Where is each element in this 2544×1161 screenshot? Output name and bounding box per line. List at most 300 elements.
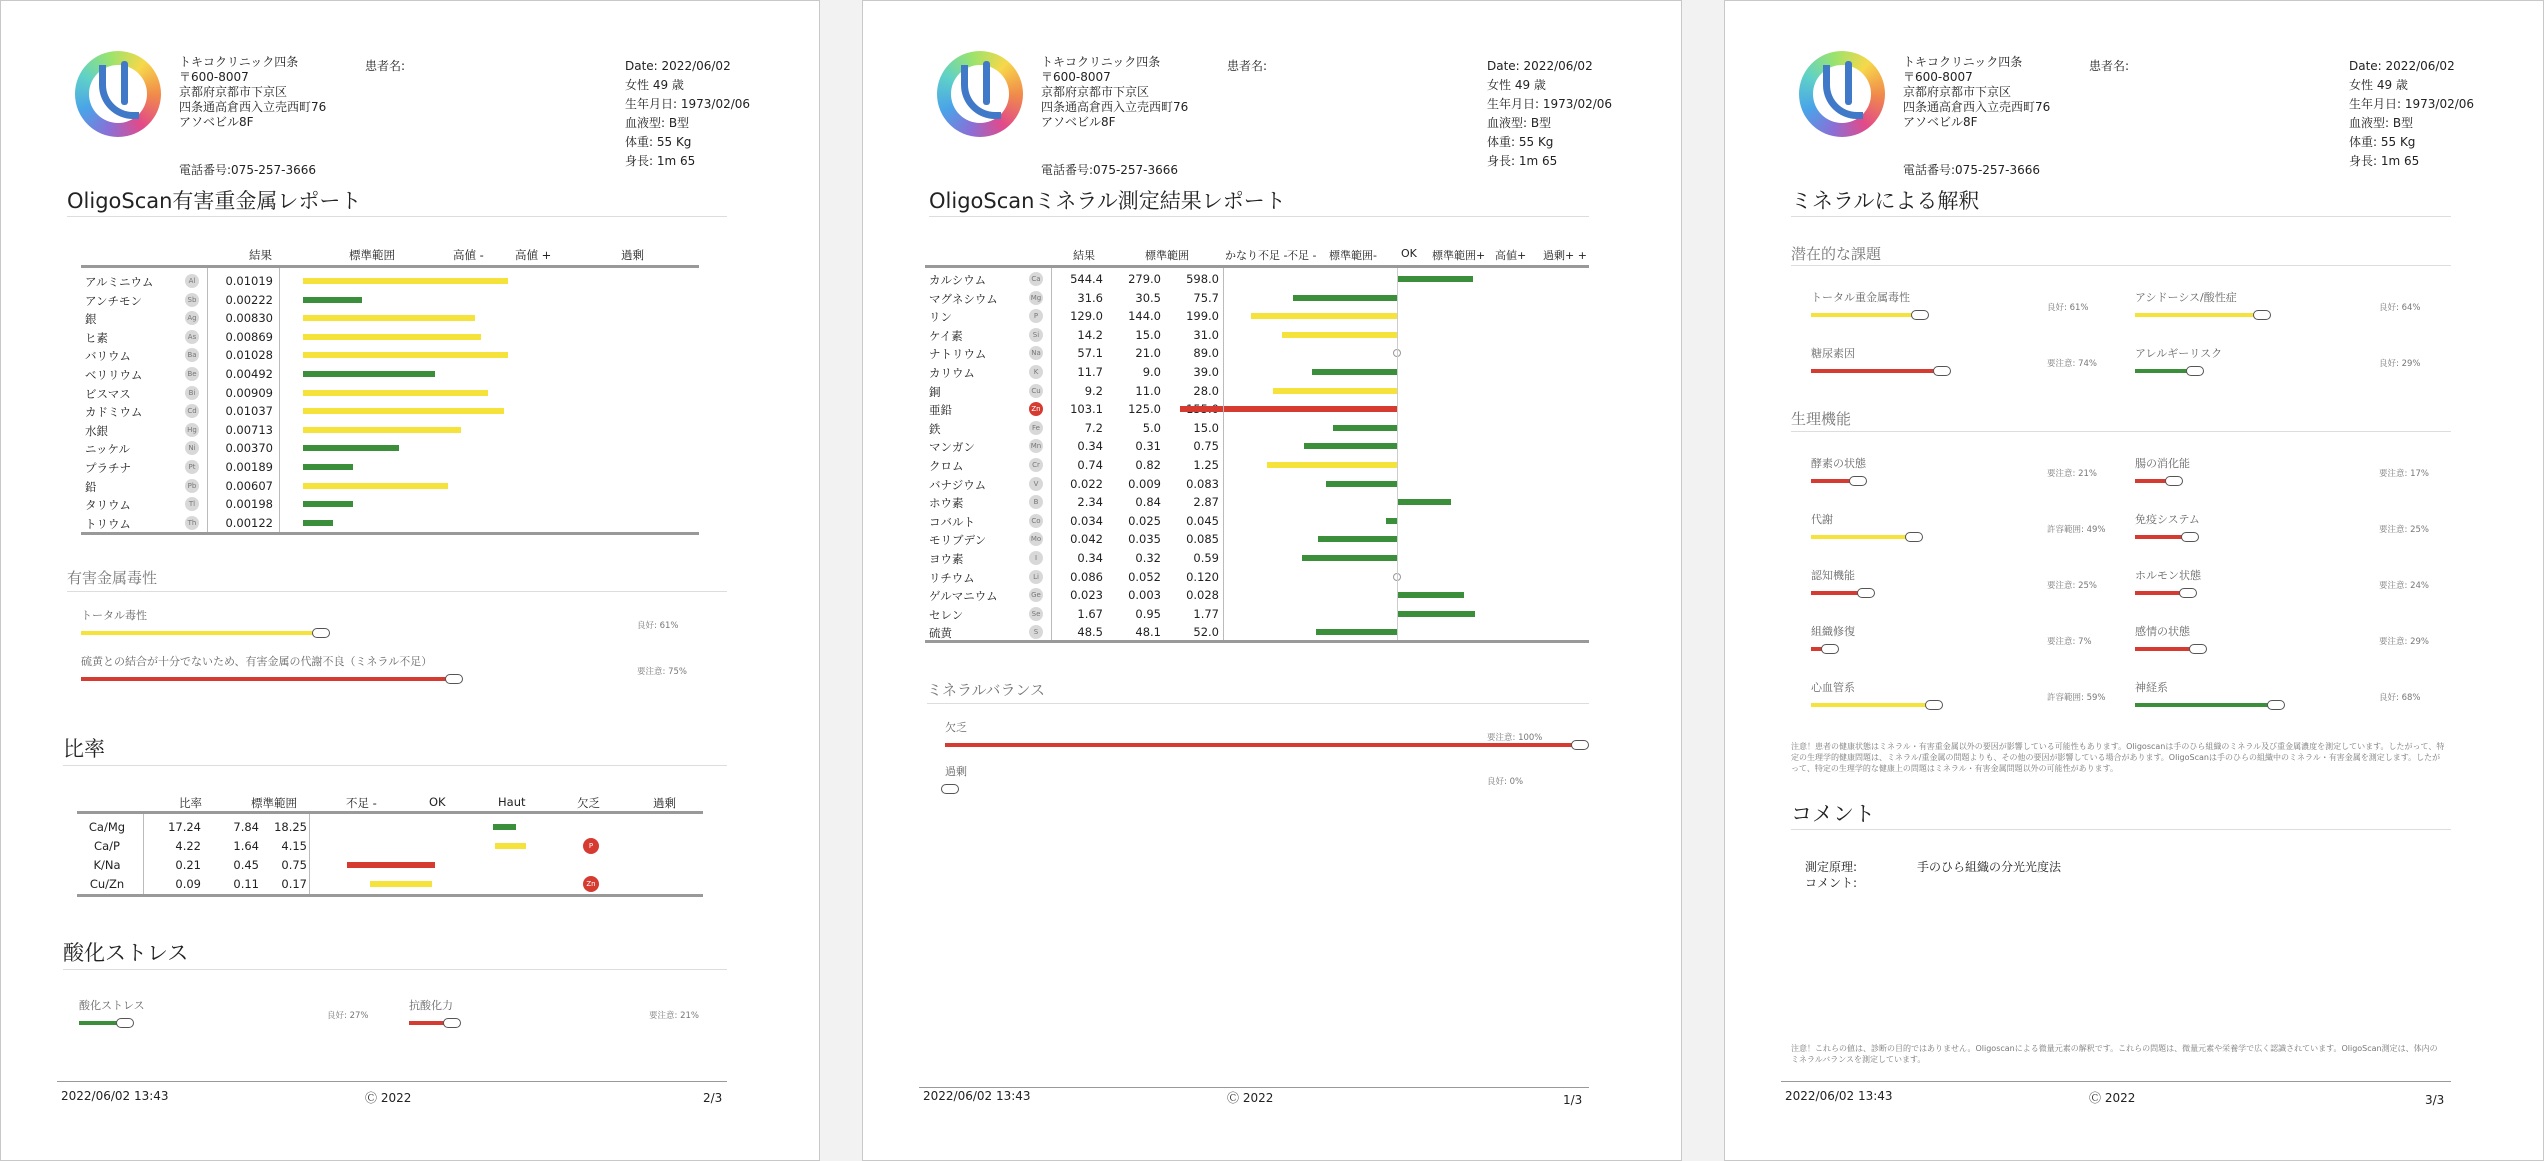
slider-percent: 良好: 61% [2047, 303, 2089, 313]
metal-value: 0.00713 [225, 422, 273, 437]
element-symbol-icon: K [1029, 365, 1043, 379]
element-symbol-icon: Ge [1029, 588, 1043, 602]
slider-knob [312, 628, 330, 638]
mineral-bar [1302, 555, 1397, 561]
element-symbol-icon: Cu [1029, 384, 1043, 398]
ratio-range-high: 4.15 [281, 839, 307, 853]
slider-knob [1571, 740, 1589, 750]
mineral-row [925, 419, 1589, 437]
slider-label: 腸の消化能 [2135, 457, 2190, 470]
mineral-name: セレン [929, 607, 964, 622]
slider-percent: 要注意: 17% [2379, 469, 2429, 479]
mineral-row [925, 605, 1589, 623]
element-symbol-icon: Si [1029, 328, 1043, 342]
ratio-row [77, 856, 703, 874]
mineral-row [925, 437, 1589, 455]
page-title: OligoScan有害重金属レポート [67, 189, 362, 213]
patient-sex-age: 女性 49 歳 [1487, 78, 1546, 92]
mineral-value: 1.67 [1077, 606, 1103, 621]
comment-title: コメント [1791, 802, 1875, 826]
page-title: ミネラルによる解釈 [1791, 189, 1980, 213]
slider-label: 抗酸化力 [409, 999, 453, 1012]
mineral-col-header: かなり不足 - [1225, 249, 1288, 262]
mineral-bar [1282, 332, 1397, 338]
slider-label: アシドーシス/酸性症 [2135, 291, 2237, 304]
mineral-name: リン [929, 310, 952, 325]
mineral-row [925, 400, 1589, 418]
mineral-range-high: 0.085 [1186, 532, 1219, 547]
slider-bar [945, 743, 1575, 747]
element-symbol-icon: S [1029, 625, 1043, 639]
mineral-value: 57.1 [1077, 346, 1103, 361]
mineral-bar [1312, 369, 1397, 375]
clinic-tel: 電話番号:075-257-3666 [1041, 163, 1179, 177]
clinic-address-line1: 京都府京都市下京区 [179, 85, 288, 99]
clinic-name: トキコクリニック四条 [1903, 55, 2023, 69]
mineral-range-low: 5.0 [1142, 420, 1161, 435]
metal-value: 0.00222 [225, 292, 273, 307]
slider-knob [941, 784, 959, 794]
metal-row [81, 309, 699, 327]
metal-value: 0.00198 [225, 497, 273, 512]
ratio-bar [347, 862, 435, 868]
mineral-range-low: 0.32 [1135, 551, 1161, 565]
slider-label: 代謝 [1811, 513, 1833, 526]
ratio-value: 0.09 [175, 877, 201, 891]
mineral-value: 103.1 [1070, 402, 1103, 417]
mineral-col-header: 結果 [1073, 249, 1095, 262]
mineral-name: ヨウ素 [929, 552, 964, 566]
mineral-row [925, 326, 1589, 344]
mineral-name: マグネシウム [929, 291, 998, 306]
mineral-col-header: 過剰+ + [1543, 249, 1587, 262]
metal-value: 0.01028 [225, 348, 273, 363]
slider-bar [1811, 369, 1937, 373]
mineral-value: 129.0 [1070, 309, 1103, 324]
mineral-range-high: 0.083 [1186, 476, 1219, 491]
mineral-name: ケイ素 [929, 328, 963, 343]
clinic-address-line2: 四条通高倉西入立売西町76 [1903, 100, 2051, 114]
mineral-range-high: 1.77 [1193, 606, 1219, 621]
mineral-range-low: 30.5 [1135, 290, 1161, 305]
clinic-building: アソベビル8F [1903, 115, 1978, 129]
mineral-row [925, 270, 1589, 288]
patient-name-label: 患者名: [1227, 59, 1268, 73]
slider-knob [445, 674, 463, 684]
comment-label: コメント: [1805, 876, 1858, 890]
mineral-row [925, 493, 1589, 511]
slider-percent: 良好: 68% [2379, 693, 2421, 703]
element-symbol-icon: Ca [1029, 272, 1043, 286]
element-symbol-icon: Se [1029, 607, 1043, 621]
metal-name: タリウム [85, 498, 131, 513]
slider-knob [1849, 476, 1867, 486]
ratio-col-header: 過剰 [653, 796, 676, 810]
clinic-postal: 〒600-8007 [179, 70, 249, 84]
mineral-range-low: 0.025 [1128, 513, 1161, 528]
mineral-range-low: 0.035 [1128, 532, 1161, 547]
element-symbol-icon: Fe [1029, 421, 1043, 435]
slider-percent: 要注意: 74% [2047, 359, 2097, 369]
mineral-col-header: 高値+ [1495, 249, 1527, 262]
mineral-row [925, 344, 1589, 362]
mineral-range-high: 89.0 [1193, 346, 1219, 361]
mineral-range-low: 144.0 [1128, 309, 1161, 324]
slider-bar [81, 677, 449, 681]
mineral-value: 48.5 [1077, 625, 1103, 640]
metal-row [81, 365, 699, 383]
metal-row [81, 421, 699, 439]
mineral-name: モリブデン [929, 533, 987, 548]
patient-info [1487, 57, 1612, 171]
slider-knob [2181, 532, 2199, 542]
deficiency-marker-icon: P [583, 838, 599, 854]
slider-bar [2135, 479, 2169, 483]
element-symbol-icon: Co [1029, 514, 1043, 528]
column-divider [309, 814, 310, 894]
slider-percent: 良好: 27% [327, 1011, 369, 1021]
slider-label: 組織修復 [1811, 625, 1855, 638]
mineral-range-high: 0.75 [1193, 439, 1219, 454]
slider-percent: 要注意: 25% [2047, 581, 2097, 591]
mineral-name: カリウム [929, 366, 975, 380]
metal-name: カドミウム [85, 405, 143, 420]
patient-height: 身長: 1m 65 [2349, 154, 2420, 168]
mineral-range-low: 9.0 [1142, 365, 1161, 379]
clinic-postal: 〒600-8007 [1041, 70, 1111, 84]
element-symbol-icon: As [185, 330, 199, 344]
element-symbol-icon: Al [185, 274, 199, 288]
patient-sex-age: 女性 49 歳 [2349, 78, 2408, 92]
metal-value: 0.00189 [225, 460, 273, 474]
slider-label: トータル毒性 [81, 609, 147, 622]
latent-issues-title: 潜在的な課題 [1791, 245, 1882, 263]
patient-height: 身長: 1m 65 [625, 154, 696, 168]
ratio-col-header: 欠乏 [577, 796, 600, 810]
metal-bar [303, 464, 353, 470]
mineral-value: 14.2 [1077, 327, 1103, 342]
metal-value: 0.00607 [225, 478, 273, 493]
slider-percent: 要注意: 21% [2047, 469, 2097, 479]
mineral-bar [1397, 276, 1473, 282]
col-header-excess: 過剰 [621, 248, 644, 262]
slider-bar [2135, 369, 2190, 373]
metal-bar [303, 445, 399, 451]
ratio-row [77, 818, 703, 836]
patient-weight: 体重: 55 Kg [2349, 135, 2416, 149]
metal-value: 0.00830 [225, 311, 273, 326]
element-symbol-icon: Na [1029, 346, 1043, 360]
element-symbol-icon: Ag [185, 311, 199, 325]
slider-bar [1811, 591, 1861, 595]
mineral-value: 0.022 [1070, 476, 1103, 491]
mineral-row [925, 456, 1589, 474]
column-divider [143, 814, 144, 894]
metal-row [81, 514, 699, 532]
slider-percent: 良好: 29% [2379, 359, 2421, 369]
metal-bar [303, 390, 488, 396]
ratio-name: Ca/Mg [88, 820, 126, 834]
slider-bar [2135, 591, 2183, 595]
footer-page-number: 3/3 [2425, 1093, 2445, 1107]
oxidative-section-title: 酸化ストレス [63, 941, 189, 965]
mineral-bar [1316, 629, 1397, 635]
mineral-value: 0.086 [1070, 569, 1103, 584]
mineral-bar [1318, 536, 1397, 542]
metal-name: 鉛 [85, 479, 97, 494]
column-divider [279, 268, 280, 532]
col-header-high-plus: 高値 + [515, 248, 552, 262]
bottom-disclaimer: 注意！これらの値は、診断の目的ではありません。Oligoscanによる微量元素の解釈です。これらの問題は、微量元素や栄養学で広く認識されています。OligoScan測定は、体内のミネラルバランスを測定しています。 [1791, 1044, 2438, 1064]
footer-copyright: Ⓒ 2022 [365, 1091, 412, 1105]
clinic-logo-icon [75, 51, 161, 137]
column-divider [207, 268, 208, 532]
mineral-col-header: OK [1401, 247, 1417, 260]
slider-bar [81, 631, 316, 635]
mineral-table [925, 265, 1589, 643]
slider-bar [2135, 313, 2257, 317]
metal-name: 水銀 [85, 423, 108, 438]
metal-name: アルミニウム [85, 275, 154, 289]
mineral-range-high: 0.59 [1193, 551, 1219, 565]
ratio-value: 0.21 [175, 858, 201, 872]
element-symbol-icon: Li [1029, 570, 1043, 584]
ratio-section-title: 比率 [63, 737, 105, 761]
disclaimer-note: 注意！患者の健康状態はミネラル・有害重金属以外の要因が影響している可能性もあります。Oligoscanは手のひら組織のミネラル及び重金属濃度を測定しています。したがって、特定の生理学的健康問題は、ミネラル/重金属の問題よりも、その他の要因が影響している場合があります。OligoScanは手のひらの組織中のミネラル・有害金属を測定します。したがって、特定の生理学的な健康上の問題はミネラル・有害金属問題以外の可能性があります。 [1791, 742, 2445, 773]
metal-bar [303, 315, 475, 321]
mineral-value: 544.4 [1070, 272, 1103, 286]
slider-label: 過剰 [945, 765, 967, 778]
mineral-row [925, 363, 1589, 381]
mineral-name: カルシウム [929, 273, 987, 287]
mineral-row [925, 623, 1589, 641]
mineral-row [925, 475, 1589, 493]
method-value: 手のひら組織の分光光度法 [1917, 860, 2062, 874]
metal-row [81, 291, 699, 309]
mineral-value: 9.2 [1084, 383, 1103, 398]
slider-label: 認知機能 [1811, 569, 1855, 582]
slider-label: 欠乏 [945, 721, 967, 734]
mineral-range-high: 39.0 [1193, 365, 1219, 379]
mineral-bar [1267, 462, 1397, 468]
ratio-range-high: 18.25 [274, 820, 307, 834]
mineral-bar [1326, 481, 1397, 487]
patient-info [625, 57, 750, 171]
clinic-tel: 電話番号:075-257-3666 [1903, 163, 2041, 177]
mineral-range-high: 2.87 [1193, 495, 1219, 510]
report-date: Date: 2022/06/02 [1487, 59, 1593, 73]
mineral-range-low: 48.1 [1135, 625, 1161, 640]
patient-weight: 体重: 55 Kg [625, 135, 692, 149]
ratio-value: 4.22 [175, 839, 201, 853]
patient-height: 身長: 1m 65 [1487, 154, 1558, 168]
slider-bar [409, 1021, 447, 1025]
patient-blood-type: 血液型: B型 [1487, 116, 1552, 130]
ratio-name: Ca/P [94, 839, 120, 853]
physiology-title: 生理機能 [1791, 410, 1852, 428]
metal-value: 0.01037 [225, 404, 273, 419]
mineral-name: ナトリウム [929, 347, 987, 362]
ratio-bar [495, 843, 526, 849]
mineral-range-low: 11.0 [1135, 383, 1161, 398]
slider-label: 硫黄との結合が十分でないため、有害金属の代謝不良（ミネラル不足） [81, 655, 433, 668]
ratio-range-low: 0.45 [233, 858, 259, 872]
metal-value: 0.00122 [225, 515, 273, 530]
metal-row [81, 384, 699, 402]
slider-label: 感情の状態 [2135, 625, 2190, 638]
slider-bar [2135, 703, 2271, 707]
mineral-name: 亜鉛 [929, 403, 952, 418]
mineral-col-header: 標準範囲- [1329, 249, 1377, 262]
mineral-range-high: 52.0 [1193, 625, 1219, 640]
slider-percent: 要注意: 75% [637, 667, 687, 677]
slider-percent: 要注意: 29% [2379, 637, 2429, 647]
slider-knob [2189, 644, 2207, 654]
mineral-col-header: 標準範囲+ [1432, 249, 1486, 262]
slider-knob [2253, 310, 2271, 320]
ratio-name: K/Na [93, 858, 121, 872]
mineral-bar [1180, 406, 1397, 412]
slider-label: トータル重金属毒性 [1811, 291, 1910, 304]
slider-percent: 良好: 61% [637, 621, 679, 631]
element-symbol-icon: V [1029, 477, 1043, 491]
element-symbol-icon: Be [185, 367, 199, 381]
mineral-value: 0.34 [1077, 439, 1103, 454]
metal-name: ビスマス [85, 386, 131, 401]
ratio-range-high: 0.17 [281, 877, 307, 891]
mineral-bar [1304, 443, 1397, 449]
mineral-range-low: 15.0 [1135, 327, 1161, 342]
ratio-name: Cu/Zn [89, 877, 125, 891]
slider-knob [1905, 532, 1923, 542]
mineral-range-high: 15.0 [1193, 420, 1219, 435]
metal-row [81, 272, 699, 290]
metal-value: 0.00492 [225, 367, 273, 381]
element-symbol-icon: Ni [185, 441, 199, 455]
metal-bar [303, 278, 508, 284]
slider-knob [2165, 476, 2183, 486]
element-symbol-icon: Zn [1029, 402, 1043, 416]
clinic-logo-icon [937, 51, 1023, 137]
ratio-range-high: 0.75 [281, 858, 307, 872]
clinic-logo-icon [1799, 51, 1885, 137]
mineral-name: 銅 [929, 384, 941, 399]
clinic-address [1903, 55, 2050, 130]
deficiency-marker-icon: Zn [583, 876, 599, 892]
patient-name-label: 患者名: [2089, 59, 2130, 73]
footer-copyright: Ⓒ 2022 [1227, 1091, 1274, 1105]
mineral-range-low: 0.003 [1128, 588, 1161, 603]
slider-bar [2135, 647, 2193, 651]
slider-percent: 要注意: 100% [1487, 733, 1543, 743]
clinic-building: アソベビル8F [1041, 115, 1116, 129]
metal-bar [303, 334, 481, 340]
mineral-value: 0.74 [1077, 458, 1103, 472]
slider-percent: 許容範囲: 49% [2047, 525, 2106, 535]
element-symbol-icon: Pb [185, 479, 199, 493]
mineral-value: 0.023 [1070, 588, 1103, 603]
mineral-range-low: 21.0 [1135, 346, 1161, 361]
mineral-range-high: 31.0 [1193, 327, 1219, 342]
report-page-minerals [862, 0, 1682, 1161]
col-header-result: 結果 [249, 248, 272, 262]
slider-bar [1811, 535, 1909, 539]
mineral-bar [1397, 592, 1464, 598]
mineral-value: 31.6 [1077, 290, 1103, 305]
mineral-name: 鉄 [929, 421, 941, 436]
metal-bar [303, 297, 362, 303]
clinic-name: トキコクリニック四条 [1041, 55, 1161, 69]
metal-bar [303, 520, 333, 526]
ratio-col-header: Haut [498, 795, 526, 809]
slider-label: 酸化ストレス [79, 999, 145, 1012]
patient-birthdate: 生年月日: 1973/02/06 [625, 97, 751, 111]
mineral-row [925, 382, 1589, 400]
metal-name: アンチモン [85, 293, 143, 308]
element-symbol-icon: Sb [185, 293, 199, 307]
mineral-name: ホウ素 [929, 496, 964, 511]
slider-knob [1821, 644, 1839, 654]
element-symbol-icon: Mn [1029, 439, 1043, 453]
metal-name: ヒ素 [85, 330, 108, 345]
metal-name: プラチナ [85, 461, 131, 475]
slider-label: 免疫システム [2135, 513, 2200, 526]
ratio-bar [370, 881, 432, 887]
mineral-bar [1273, 388, 1397, 394]
mineral-bar [1251, 313, 1397, 319]
ok-center-line [1397, 268, 1398, 640]
patient-weight: 体重: 55 Kg [1487, 135, 1554, 149]
element-symbol-icon: Bi [185, 386, 199, 400]
slider-percent: 要注意: 25% [2379, 525, 2429, 535]
slider-label: アレルギーリスク [2135, 347, 2223, 360]
element-symbol-icon: Ba [185, 348, 199, 362]
footer-datetime: 2022/06/02 13:43 [1785, 1089, 1893, 1103]
element-symbol-icon: Th [185, 516, 199, 530]
metal-row [81, 495, 699, 513]
ratio-value: 17.24 [168, 820, 201, 834]
metal-value: 0.00869 [225, 329, 273, 344]
metal-row [81, 477, 699, 495]
toxicity-section-title: 有害金属毒性 [67, 569, 158, 587]
ratio-bar [493, 824, 516, 830]
slider-bar [1811, 313, 1915, 317]
metal-bar [303, 371, 435, 377]
mineral-value: 0.042 [1070, 532, 1103, 547]
slider-label: 神経系 [2135, 681, 2168, 694]
mineral-range-low: 279.0 [1128, 272, 1161, 286]
slider-knob [1911, 310, 1929, 320]
clinic-address-line2: 四条通高倉西入立売西町76 [1041, 100, 1189, 114]
slider-knob [1933, 366, 1951, 376]
report-page-interpretation [1724, 0, 2544, 1161]
slider-bar [79, 1021, 120, 1025]
clinic-address-line1: 京都府京都市下京区 [1041, 85, 1150, 99]
footer-page-number: 1/3 [1563, 1093, 1583, 1107]
ratio-row [77, 875, 703, 893]
slider-label: 糖尿素因 [1811, 347, 1855, 360]
mineral-value: 2.34 [1077, 495, 1103, 510]
mineral-value: 11.7 [1077, 365, 1103, 379]
mineral-range-low: 0.31 [1135, 439, 1161, 454]
mineral-range-high: 199.0 [1186, 309, 1219, 324]
footer-datetime: 2022/06/02 13:43 [61, 1089, 169, 1103]
balance-section-title: ミネラルバランス [927, 681, 1046, 699]
mineral-row [925, 549, 1589, 567]
clinic-address [1041, 55, 1188, 130]
mineral-row [925, 586, 1589, 604]
patient-sex-age: 女性 49 歳 [625, 78, 684, 92]
